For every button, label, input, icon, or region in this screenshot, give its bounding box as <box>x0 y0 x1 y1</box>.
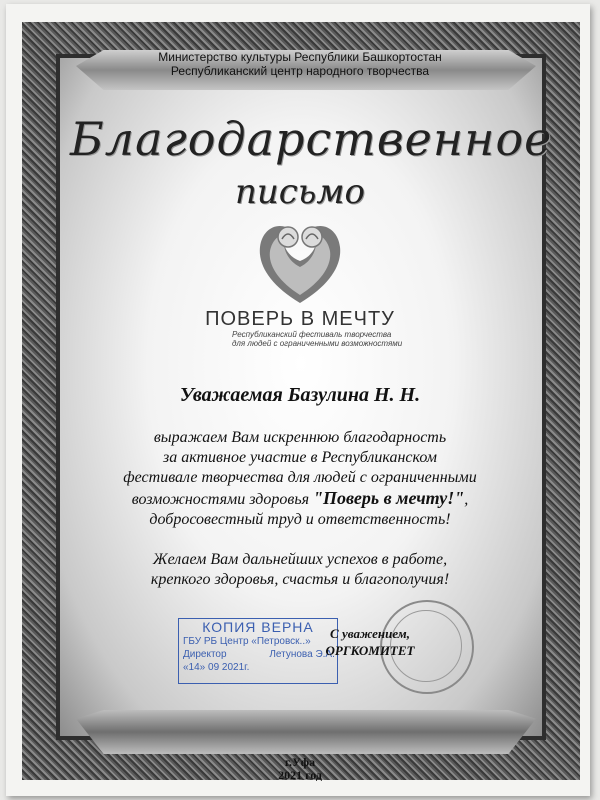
body-line: добросовестный труд и ответственность! <box>149 511 451 528</box>
logo-subtitle-line: Республиканский фестиваль творчества <box>232 330 392 339</box>
year: 2021 год <box>278 768 322 782</box>
signature-committee: ОРГКОМИТЕТ <box>325 643 415 658</box>
certificate-title: Благодарственное <box>70 112 553 166</box>
logo-subtitle-line: для людей с ограниченными возможностями <box>232 339 403 348</box>
center-name: Республиканский центр народного творчества <box>170 64 430 78</box>
gratitude-text <box>95 428 505 530</box>
body-line: выражаем Вам искреннюю благодарность <box>153 429 447 446</box>
certificate-subtitle: письмо <box>234 172 365 212</box>
body-line-text: возможностями здоровья <box>131 491 310 508</box>
festival-logo-subtitle <box>232 330 432 348</box>
place-and-year <box>0 756 600 782</box>
stamp-name: Летунова Э.А. <box>269 649 335 660</box>
festival-logo-name: ПОВЕРЬ В МЕЧТУ <box>205 308 395 330</box>
body-comma: , <box>464 491 469 508</box>
wish-line: крепкого здоровья, счастья и благополучия! <box>150 571 450 588</box>
stamp-title: КОПИЯ ВЕРНА <box>202 619 314 635</box>
festival-logo-icon <box>250 215 350 307</box>
stamp-date: «14» 09 2021г. <box>183 662 250 673</box>
body-line: фестивале творчества для людей с ограниченными <box>123 469 477 486</box>
addressee: Уважаемая Базулина Н. Н. <box>179 384 421 406</box>
wish-line: Желаем Вам дальнейших успехов в работе, <box>152 551 448 568</box>
festival-name: "Поверь в мечту!" <box>313 488 465 508</box>
footer-ribbon <box>76 710 536 754</box>
ministry-name: Министерство культуры Республики Башкортостан <box>158 50 442 64</box>
signature-block <box>300 625 440 659</box>
signature-greeting: С уважением, <box>330 626 410 641</box>
city: г.Уфа <box>284 755 316 769</box>
stamp-org: ГБУ РБ Центр «Петровск..» <box>183 636 311 647</box>
wishes-text <box>95 550 505 590</box>
stamp-role: Директор <box>183 649 227 660</box>
body-line: за активное участие в Республиканском <box>162 449 437 466</box>
body-line <box>95 488 505 510</box>
